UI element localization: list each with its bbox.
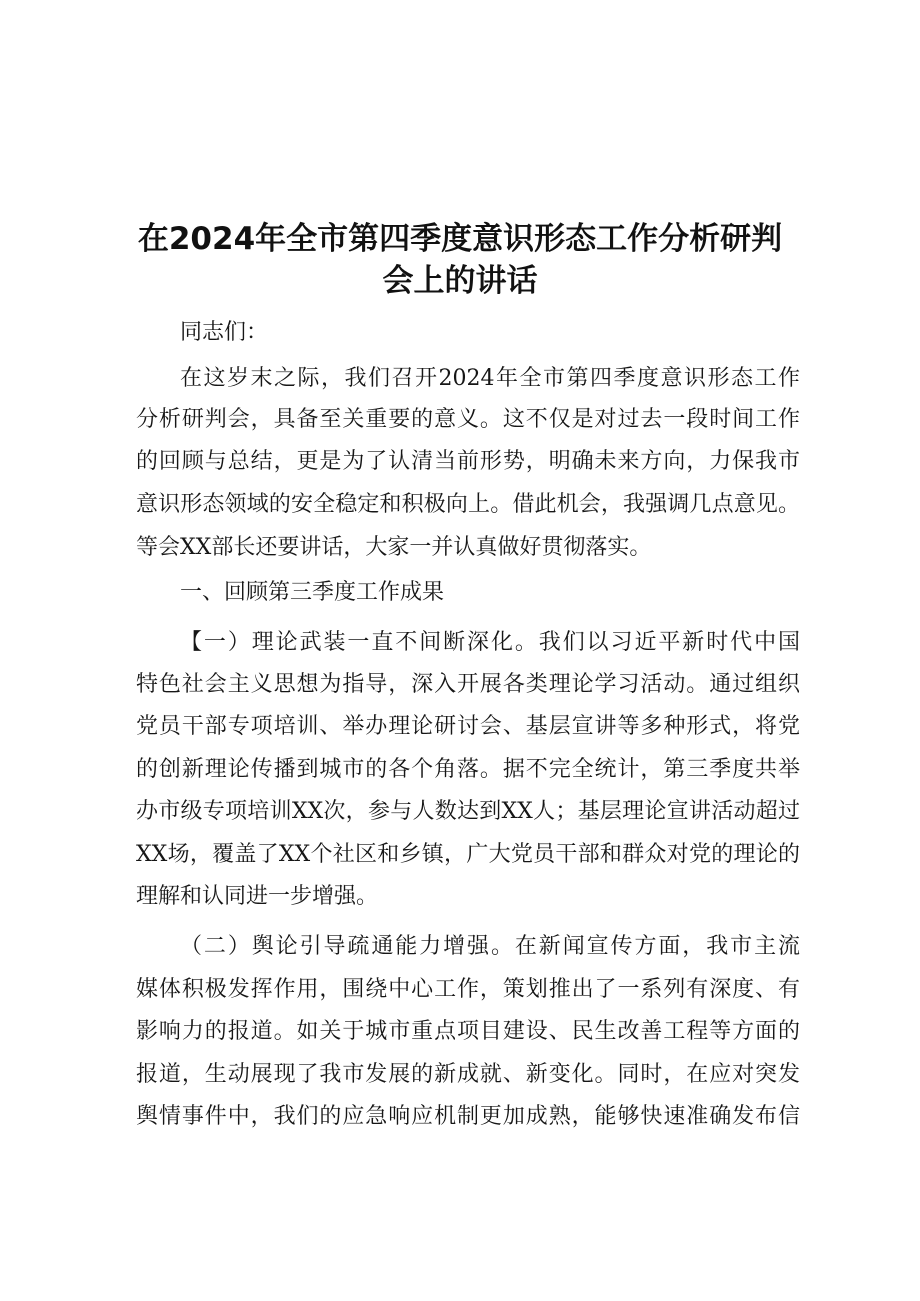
paragraph-line: 办市级专项培训XX次，参与人数达到XX人；基层理论宣讲活动超过 (136, 799, 800, 824)
intro-line: 意识形态领域的安全稳定和积极向上。借此机会，我强调几点意见。 (136, 492, 800, 517)
document-title-line-2: 会上的讲话 (382, 263, 538, 299)
paragraph-line: 特色社会主义思想为指导，深入开展各类理论学习活动。通过组织 (136, 672, 800, 697)
paragraph-line: 影响力的报道。如关于城市重点项目建设、民生改善工程等方面的 (136, 1019, 800, 1044)
paragraph-line: 理解和认同进一步增强。 (136, 884, 379, 909)
intro-line: 在这岁末之际，我们召开2024年全市第四季度意识形态工作 (180, 366, 800, 391)
intro-line: 分析研判会，具备至关重要的意义。这不仅是对过去一段时间工作 (136, 407, 800, 432)
greeting: 同志们： (180, 320, 269, 345)
document-title-line-1: 在2024年全市第四季度意识形态工作分析研判 (137, 221, 783, 257)
paragraph-line: 媒体积极发挥作用，围绕中心工作，策划推出了一系列有深度、有 (136, 977, 800, 1002)
paragraph-line: 的创新理论传播到城市的各个角落。据不完全统计，第三季度共举 (136, 757, 800, 782)
section-heading: 一、回顾第三季度工作成果 (180, 580, 445, 605)
paragraph-line: 舆情事件中，我们的应急响应机制更加成熟，能够快速准确发布信 (136, 1104, 800, 1129)
intro-line: 的回顾与总结，更是为了认清当前形势，明确未来方向，力保我市 (136, 449, 800, 474)
paragraph-line: 报道，生动展现了我市发展的新成就、新变化。同时，在应对突发 (136, 1062, 800, 1087)
paragraph-line: （二）舆论引导疏通能力增强。在新闻宣传方面，我市主流 (180, 934, 800, 959)
paragraph-line: 党员干部专项培训、举办理论研讨会、基层宣讲等多种形式，将党 (136, 714, 800, 739)
paragraph-line: XX场，覆盖了XX个社区和乡镇，广大党员干部和群众对党的理论的 (136, 842, 800, 867)
intro-line: 等会XX部长还要讲话，大家一并认真做好贯彻落实。 (136, 535, 652, 560)
paragraph-line: 【一）理论武装一直不间断深化。我们以习近平新时代中国 (180, 630, 800, 655)
